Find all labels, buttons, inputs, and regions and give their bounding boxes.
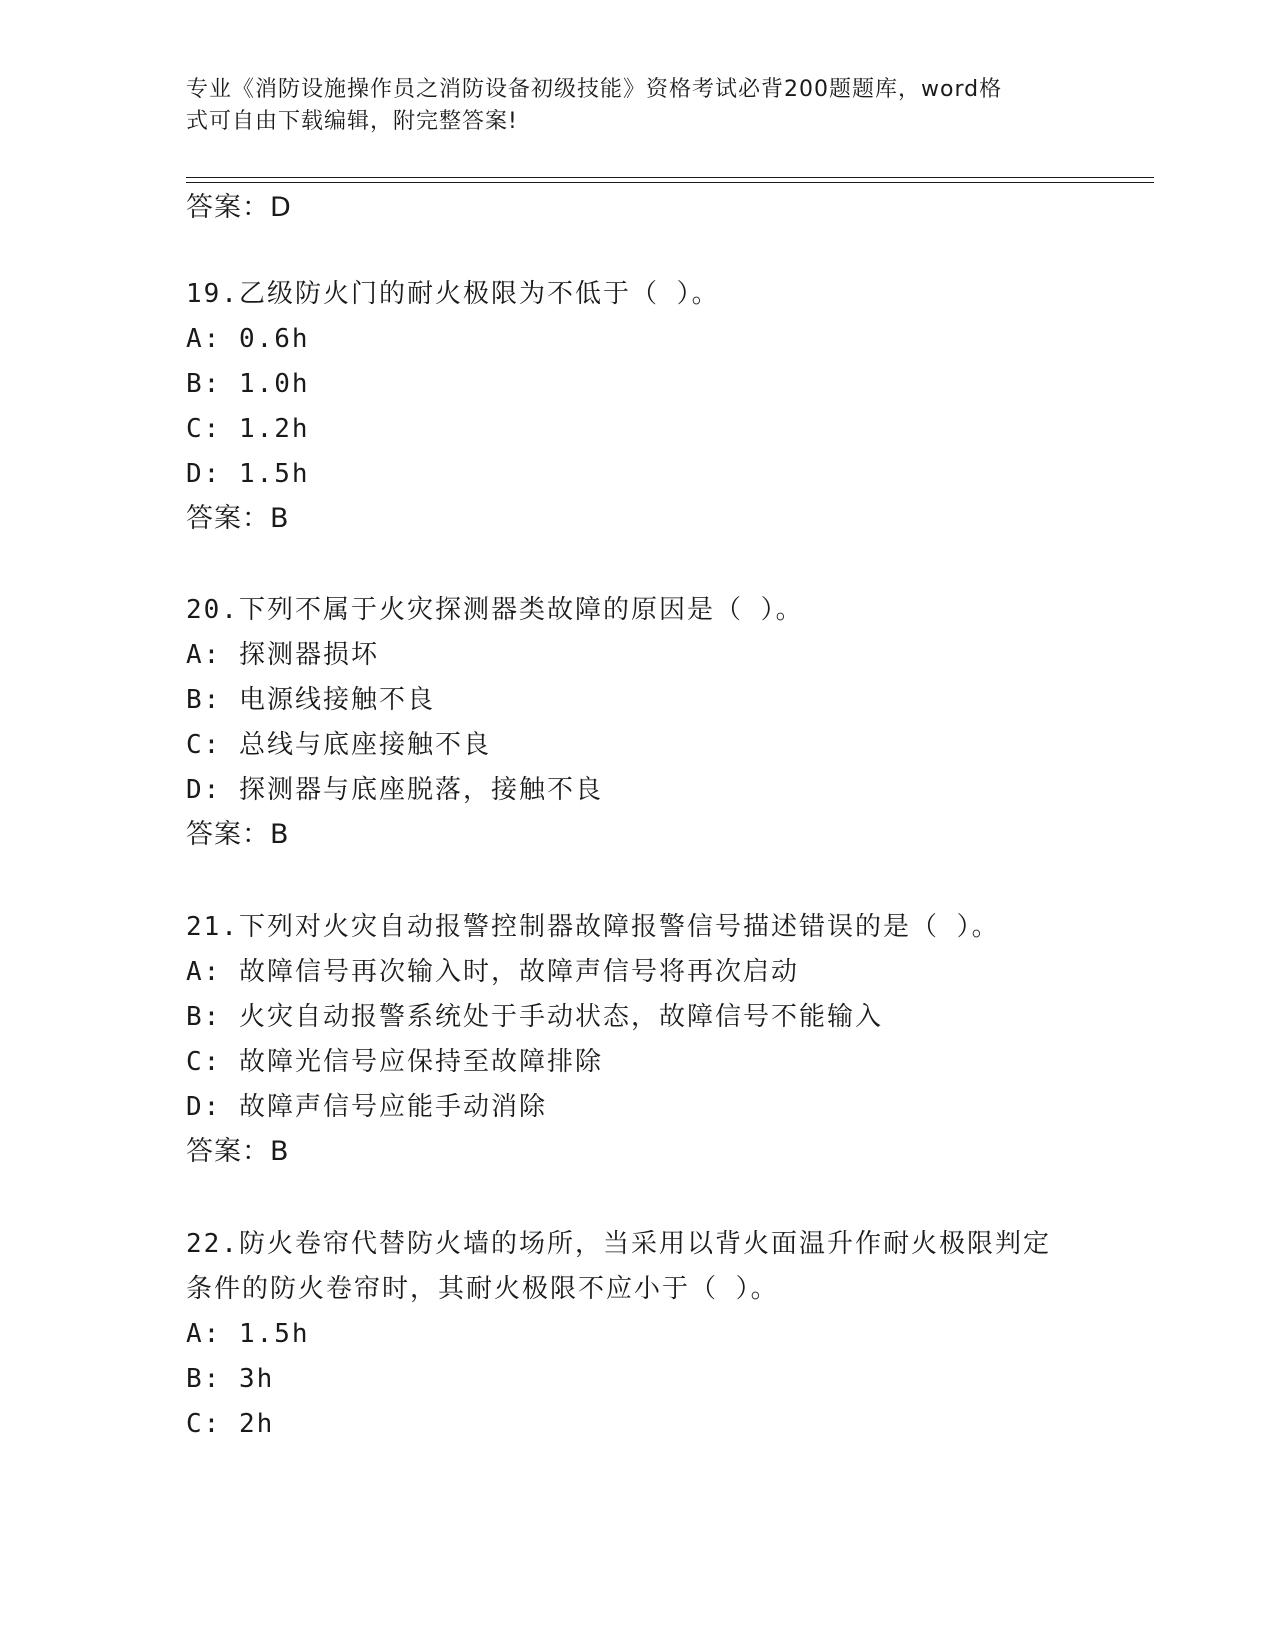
previous-answer-block <box>186 186 1086 230</box>
question-19 <box>186 272 1086 541</box>
question-21-answer: 答案：B <box>186 1136 290 1167</box>
header-divider-top <box>186 177 1154 178</box>
question-19-option-a: A: 0.6h <box>186 324 310 354</box>
question-20 <box>186 588 1086 857</box>
question-21-option-b: B: 火灾自动报警系统处于手动状态，故障信号不能输入 <box>186 1002 883 1032</box>
header-line-2: 式可自由下载编辑，附完整答案! <box>186 109 518 134</box>
question-19-option-d: D: 1.5h <box>186 459 310 489</box>
question-20-option-a: A: 探测器损坏 <box>186 640 379 670</box>
question-21-option-d: D: 故障声信号应能手动消除 <box>186 1092 547 1122</box>
question-22-text-line-2: 条件的防火卷帘时，其耐火极限不应小于（ ）。 <box>186 1274 779 1304</box>
question-20-option-b: B: 电源线接触不良 <box>186 685 435 715</box>
question-22-option-b: B: 3h <box>186 1364 275 1394</box>
question-21-option-c: C: 故障光信号应保持至故障排除 <box>186 1047 603 1077</box>
question-22 <box>186 1222 1086 1447</box>
question-22-text-line-1: 22.防火卷帘代替防火墙的场所，当采用以背火面温升作耐火极限判定 <box>186 1229 1051 1259</box>
question-21-text: 21.下列对火灾自动报警控制器故障报警信号描述错误的是（ ）。 <box>186 912 1000 942</box>
question-19-text: 19.乙级防火门的耐火极限为不低于（ ）。 <box>186 279 720 309</box>
question-19-option-b: B: 1.0h <box>186 369 310 399</box>
question-19-option-c: C: 1.2h <box>186 414 310 444</box>
header-line-1: 专业《消防设施操作员之消防设备初级技能》资格考试必背200题题库，word格 <box>186 77 1003 102</box>
question-21 <box>186 905 1086 1174</box>
question-22-option-c: C: 2h <box>186 1409 275 1439</box>
header-divider-bottom <box>186 182 1154 183</box>
question-22-option-a: A: 1.5h <box>186 1319 310 1349</box>
question-20-text: 20.下列不属于火灾探测器类故障的原因是（ ）。 <box>186 595 804 625</box>
question-20-answer: 答案：B <box>186 819 290 850</box>
answer-prev: 答案：D <box>186 192 292 223</box>
question-21-option-a: A: 故障信号再次输入时，故障声信号将再次启动 <box>186 957 799 987</box>
question-19-answer: 答案：B <box>186 503 290 534</box>
question-20-option-d: D: 探测器与底座脱落，接触不良 <box>186 775 603 805</box>
document-header <box>186 74 1066 138</box>
question-20-option-c: C: 总线与底座接触不良 <box>186 730 491 760</box>
